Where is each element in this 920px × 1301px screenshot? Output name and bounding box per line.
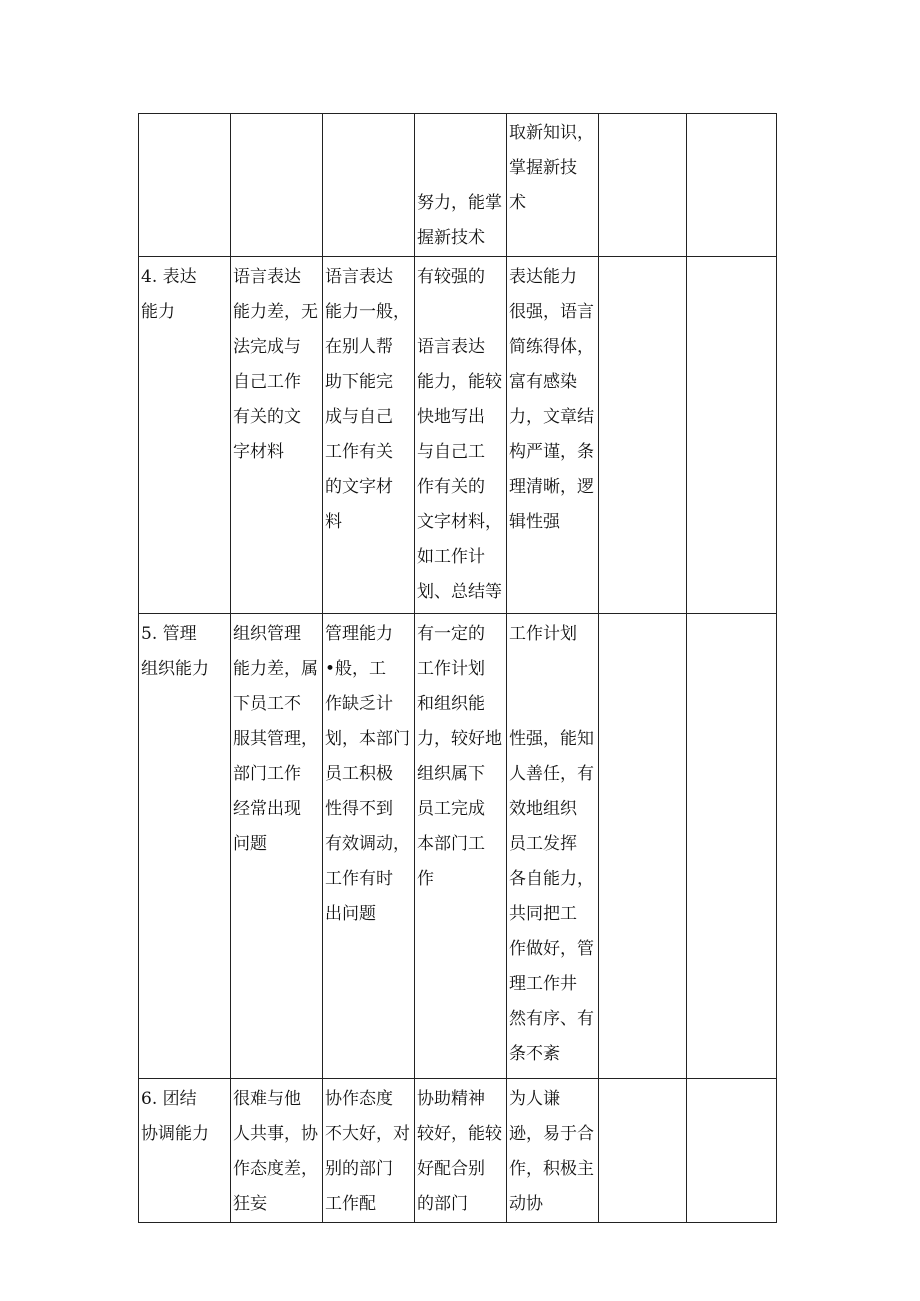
cell-line: 组织属下 (417, 764, 485, 784)
cell-line: 语言表达 (325, 267, 393, 287)
cell-line: 简练得体， (509, 337, 594, 357)
cell-line: 文字材料， (417, 512, 502, 532)
cell-line: 能力差，无 (233, 302, 318, 322)
blank-line (417, 151, 505, 186)
cell-line: 力，较好地 (417, 729, 502, 749)
cell-line: 表达能力 (509, 267, 577, 287)
cell-text (139, 257, 230, 330)
cell-line: 4. 表达 (141, 267, 197, 287)
cell-text (415, 614, 506, 897)
cell-text (507, 114, 598, 221)
cell-text (415, 257, 506, 610)
cell-line: 员工积极 (325, 764, 393, 784)
cell-line: 人善任，有 (509, 764, 594, 784)
cell-line: 工作计划 (509, 624, 577, 644)
level-3-cell (415, 614, 507, 1079)
cell-line: 作做好，管 (509, 939, 594, 959)
cell-line: 共同把工 (509, 904, 577, 924)
cell-line: 语言表达 (417, 337, 485, 357)
cell-line: 为人谦 (509, 1089, 560, 1109)
cell-line: 料 (325, 512, 342, 532)
cell-line: 力，文章结 (509, 407, 594, 427)
cell-line: 很强，语言 (509, 302, 594, 322)
cell-line: •般，工 (325, 659, 387, 679)
cell-line: 划、总结等 (417, 582, 502, 602)
criterion-cell (139, 257, 231, 614)
blank-line (417, 116, 505, 151)
cell-line: 性得不到 (325, 799, 393, 819)
cell-text (139, 614, 230, 687)
cell-line: 部门工作 (233, 764, 301, 784)
cell-line: 辑性强 (509, 512, 560, 532)
cell-line: 下员工不 (233, 694, 301, 714)
level-4-cell (507, 1079, 599, 1223)
cell-line: 划，本部门 (325, 729, 410, 749)
cell-text (507, 257, 598, 540)
score-cell (599, 614, 687, 1079)
table-row (139, 114, 777, 257)
blank-line (509, 652, 597, 687)
cell-line: 有一定的 (417, 624, 485, 644)
cell-line: 较好，能较 (417, 1124, 502, 1144)
cell-line: 努力，能掌 (417, 193, 502, 213)
cell-line: 作 (417, 869, 434, 889)
remark-cell (687, 1079, 777, 1223)
cell-text (231, 257, 322, 470)
cell-line: 取新知识， (509, 123, 594, 143)
table-body (139, 114, 777, 1223)
level-2-cell (323, 114, 415, 257)
cell-line: 很难与他 (233, 1089, 301, 1109)
cell-line: 理清晰，逻 (509, 477, 594, 497)
cell-line: 和组织能 (417, 694, 485, 714)
level-1-cell (231, 1079, 323, 1223)
cell-line: 作态度差， (233, 1159, 318, 1179)
cell-line: 问题 (233, 834, 267, 854)
cell-line: 的文字材 (325, 477, 393, 497)
cell-line: 性强，能知 (509, 729, 594, 749)
criterion-cell (139, 1079, 231, 1223)
cell-line: 不大好，对 (325, 1124, 410, 1144)
remark-cell (687, 614, 777, 1079)
cell-line: 协调能力 (141, 1124, 209, 1144)
cell-line: 的部门 (417, 1194, 468, 1214)
cell-line: 各自能力， (509, 869, 594, 889)
cell-text (507, 614, 598, 1072)
cell-text (323, 257, 414, 540)
level-1-cell (231, 614, 323, 1079)
cell-line: 员工完成 (417, 799, 485, 819)
cell-line: 有关的文 (233, 407, 301, 427)
cell-line: 作有关的 (417, 477, 485, 497)
level-3-cell (415, 1079, 507, 1223)
cell-text (231, 1079, 322, 1222)
cell-line: 工作有时 (325, 869, 393, 889)
cell-text (139, 1079, 230, 1152)
remark-cell (687, 257, 777, 614)
cell-line: 出问题 (325, 904, 376, 924)
cell-line: 5. 管理 (141, 624, 197, 644)
cell-line: 经常出现 (233, 799, 301, 819)
cell-text (415, 114, 506, 256)
level-3-cell (415, 114, 507, 257)
cell-line: 6. 团结 (141, 1089, 197, 1109)
cell-line: 工作计划 (417, 659, 485, 679)
cell-line: 掌握新技 (509, 158, 577, 178)
criterion-cell (139, 114, 231, 257)
cell-text (231, 614, 322, 862)
cell-line: 然有序、有 (509, 1009, 594, 1029)
cell-text (415, 1079, 506, 1222)
table-row (139, 257, 777, 614)
cell-line: 有较强的 (417, 267, 485, 287)
blank-line (509, 687, 597, 722)
level-4-cell (507, 614, 599, 1079)
cell-line: 术 (509, 193, 526, 213)
cell-line: 动协 (509, 1194, 543, 1214)
cell-text (323, 1079, 414, 1222)
evaluation-table (138, 113, 777, 1223)
cell-line: 语言表达 (233, 267, 301, 287)
cell-line: 协助精神 (417, 1089, 485, 1109)
cell-text (507, 1079, 598, 1222)
cell-line: 握新技术 (417, 228, 485, 248)
blank-line (417, 295, 505, 330)
cell-line: 作缺乏计 (325, 694, 393, 714)
cell-text (323, 614, 414, 932)
level-4-cell (507, 257, 599, 614)
cell-line: 自己工作 (233, 372, 301, 392)
cell-line: 有效调动， (325, 834, 410, 854)
cell-line: 在别人帮 (325, 337, 393, 357)
score-cell (599, 1079, 687, 1223)
level-2-cell (323, 1079, 415, 1223)
cell-line: 逊，易于合 (509, 1124, 594, 1144)
cell-line: 作，积极主 (509, 1159, 594, 1179)
cell-line: 效地组织 (509, 799, 577, 819)
cell-line: 员工发挥 (509, 834, 577, 854)
cell-line: 人共事，协 (233, 1124, 318, 1144)
score-cell (599, 257, 687, 614)
cell-line: 工作有关 (325, 442, 393, 462)
cell-line: 构严谨，条 (509, 442, 594, 462)
cell-line: 别的部门 (325, 1159, 393, 1179)
cell-line: 能力 (141, 302, 175, 322)
cell-line: 工作配 (325, 1194, 376, 1214)
cell-line: 组织管理 (233, 624, 301, 644)
cell-line: 狂妄 (233, 1194, 267, 1214)
criterion-cell (139, 614, 231, 1079)
cell-line: 能力差，属 (233, 659, 318, 679)
level-3-cell (415, 257, 507, 614)
cell-line: 如工作计 (417, 547, 485, 567)
level-2-cell (323, 614, 415, 1079)
cell-line: 管理能力 (325, 624, 393, 644)
cell-line: 条不紊 (509, 1044, 560, 1064)
cell-line: 服其管理， (233, 729, 318, 749)
cell-line: 能力一般， (325, 302, 410, 322)
cell-line: 富有感染 (509, 372, 577, 392)
table-row (139, 614, 777, 1079)
cell-line: 助下能完 (325, 372, 393, 392)
cell-line: 好配合别 (417, 1159, 485, 1179)
level-1-cell (231, 257, 323, 614)
cell-line: 字材料 (233, 442, 284, 462)
cell-line: 理工作井 (509, 974, 577, 994)
cell-line: 本部门工 (417, 834, 485, 854)
level-1-cell (231, 114, 323, 257)
table-row (139, 1079, 777, 1223)
level-4-cell (507, 114, 599, 257)
score-cell (599, 114, 687, 257)
cell-line: 快地写出 (417, 407, 485, 427)
cell-line: 能力，能较 (417, 372, 502, 392)
cell-line: 成与自己 (325, 407, 393, 427)
cell-line: 协作态度 (325, 1089, 393, 1109)
cell-line: 与自己工 (417, 442, 485, 462)
remark-cell (687, 114, 777, 257)
cell-line: 组织能力 (141, 659, 209, 679)
cell-line: 法完成与 (233, 337, 301, 357)
level-2-cell (323, 257, 415, 614)
